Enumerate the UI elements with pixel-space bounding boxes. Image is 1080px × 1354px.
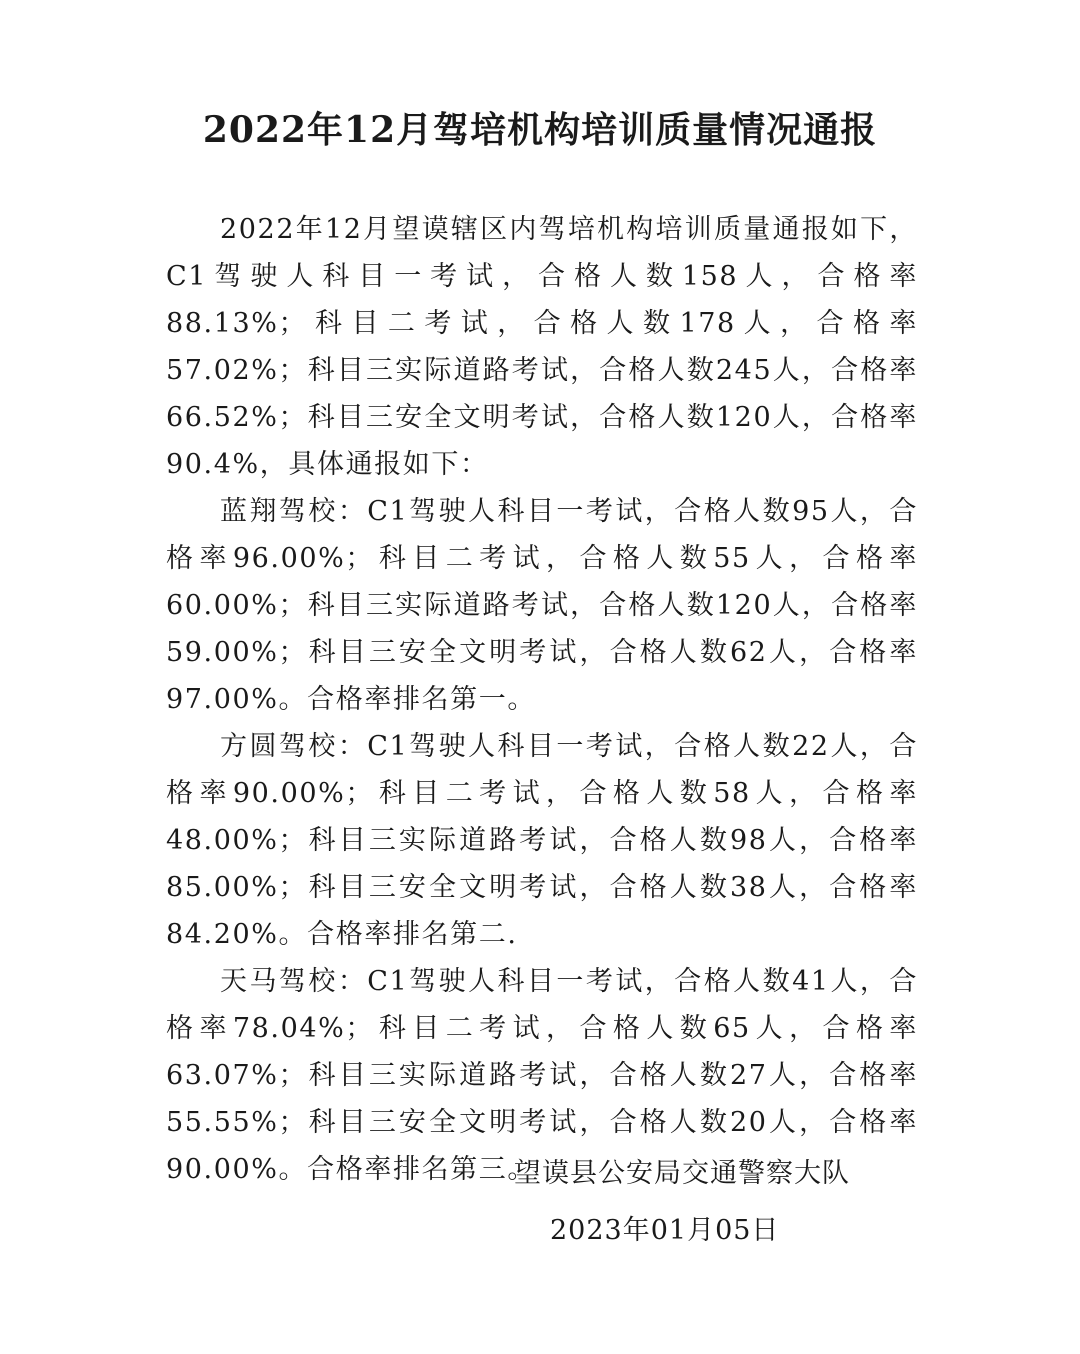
summary-paragraph: 2022年12月望谟辖区内驾培机构培训质量通报如下，C1驾驶人科目一考试，合格人数158人，合格率88.13%；科目二考试，合格人数178人，合格率57.02%；科目三实际道路考试，合格人数245人，合格率66.52%；科目三安全文明考试，合格人数120人，合格率90.4%，具体通报如下： (166, 214, 918, 480)
document-body (166, 206, 918, 1193)
school-paragraph-lanxiang: 蓝翔驾校：C1驾驶人科目一考试，合格人数95人，合格率96.00%；科目二考试，合格人数55人，合格率60.00%；科目三实际道路考试，合格人数120人，合格率59.00%；科目三安全文明考试，合格人数62人，合格率97.00%。合格率排名第一。 (166, 496, 918, 715)
signature-date: 2023年01月05日 (550, 1215, 780, 1246)
school-paragraph-tianma: 天马驾校：C1驾驶人科目一考试，合格人数41人，合格率78.04%；科目二考试，合格人数65人，合格率63.07%；科目三实际道路考试，合格人数27人，合格率55.55%；科目三安全文明考试，合格人数20人，合格率90.00%。合格率排名第三。 (166, 966, 918, 1185)
signature-organization: 望谟县公安局交通警察大队 (514, 1158, 850, 1189)
document-title: 2022年12月驾培机构培训质量情况通报 (202, 109, 878, 151)
school-paragraph-fangyuan: 方圆驾校：C1驾驶人科目一考试，合格人数22人，合格率90.00%；科目二考试，合格人数58人，合格率48.00%；科目三实际道路考试，合格人数98人，合格率85.00%；科目三安全文明考试，合格人数38人，合格率84.20%。合格率排名第二. (166, 731, 918, 950)
